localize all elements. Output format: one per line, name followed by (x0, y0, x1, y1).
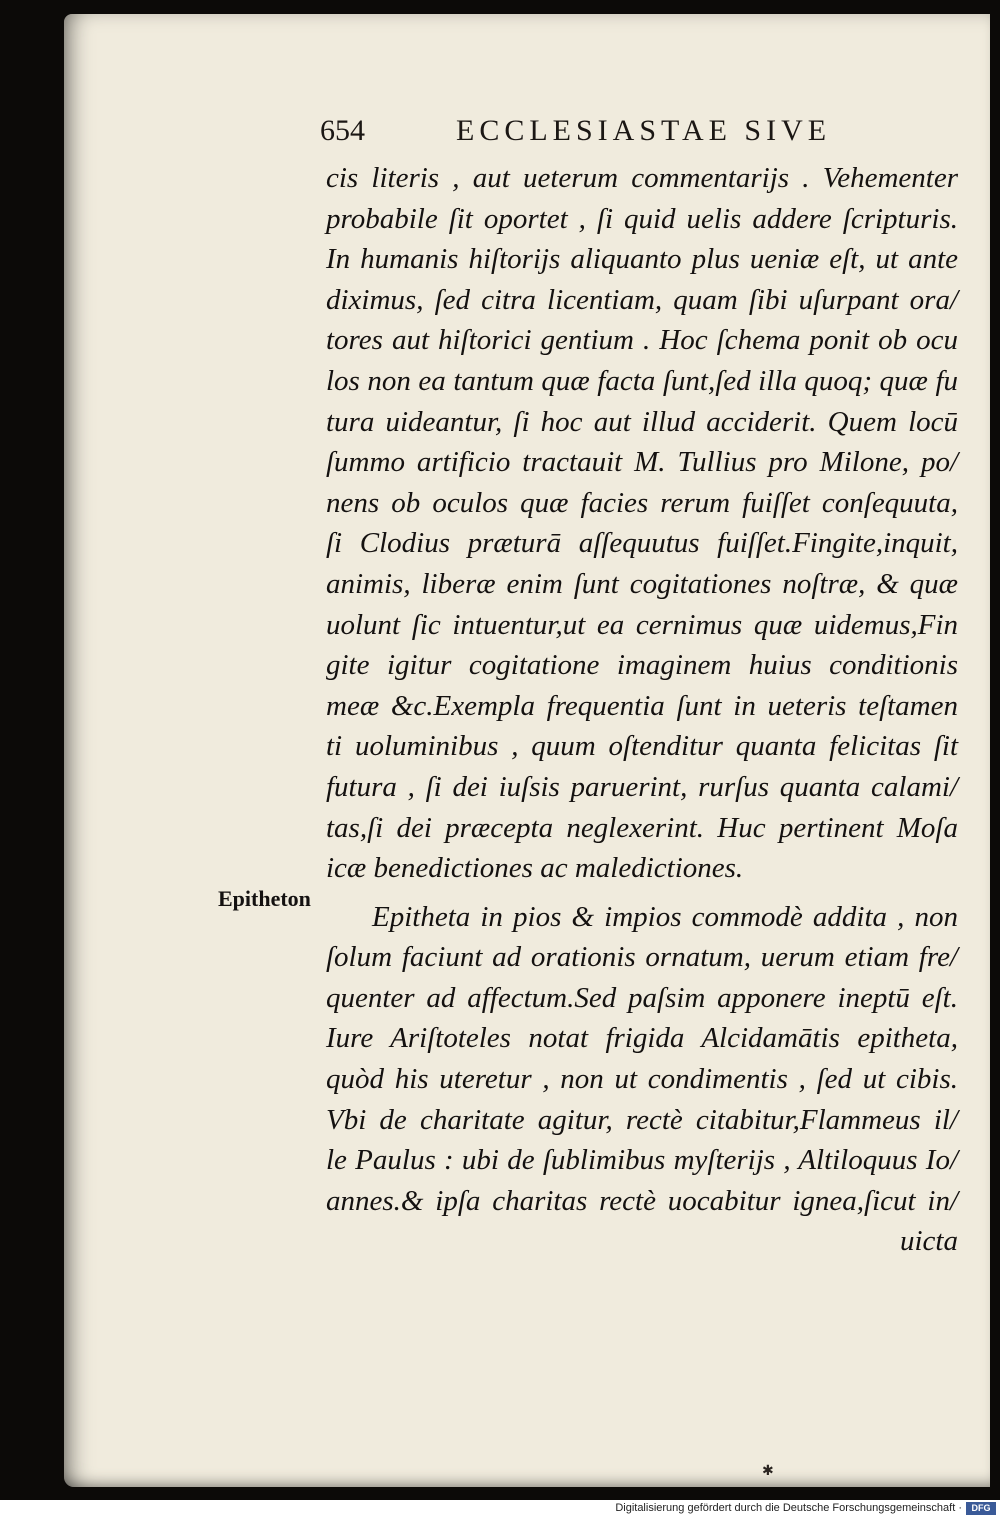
text-line: cis literis , aut ueterum commentarijs . Vehementer (326, 162, 958, 194)
text-line: quòd his uteretur , non ut condimentis , ſed ut cibis. (326, 1063, 958, 1096)
text-line: tores aut hiſtorici gentium . Hoc ſchema ponit ob ocu (326, 324, 958, 357)
margin-note: Epitheton (218, 886, 311, 911)
dfg-logo: DFG (966, 1502, 996, 1515)
running-head: ECCLESIASTAE SIVE (456, 114, 832, 147)
text-line: uolunt ſic intuentur,ut ea cernimus quæ uidemus,Fin (326, 608, 958, 641)
text-line: ti uoluminibus , quum oſtenditur quanta felicitas ſit (326, 730, 958, 763)
text-line: ſi Clodius præturā aſſequutus fuiſſet.Fingite,inquit, (326, 527, 958, 560)
text-line: tura uideantur, ſi hoc aut illud acciderit. Quem locū (326, 405, 958, 438)
catchword: uicta (900, 1225, 958, 1258)
digitization-credit: Digitalisierung gefördert durch die Deutsche Forschungsgemeinschaft · (615, 1502, 962, 1514)
text-line: tas,ſi dei præcepta neglexerint. Huc pertinent Moſa (326, 811, 958, 844)
paragraph-1 (326, 158, 958, 889)
text-line: Epitheta in pios & impios commodè addita , non (372, 900, 958, 933)
text-line: quenter ad affectum.Sed paſsim apponere ineptū eſt. (326, 981, 958, 1014)
text-line: meæ &c.Exempla frequentia ſunt in ueteris teſtamen (326, 689, 958, 722)
text-line: animis, liberæ enim ſunt cogitationes noſtræ, & quæ (326, 567, 958, 600)
text-line: icæ benedictiones ac maledictiones. (326, 852, 744, 885)
text-line: ſolum faciunt ad orationis ornatum, uerum etiam fre/ (326, 941, 958, 974)
text-line: In humanis hiſtorijs aliquanto plus ueniæ eſt, ut ante (326, 243, 958, 276)
text-line: Vbi de charitate agitur, rectè citabitur,Flammeus il/ (326, 1103, 958, 1136)
text-line: los non ea tantum quæ facta ſunt,ſed illa quoq; quæ fu (326, 364, 958, 397)
text-line: le Paulus : ubi de ſublimibus myſterijs , Altiloquus Io/ (326, 1144, 958, 1177)
ink-mark: ✱ (762, 1463, 774, 1479)
page-header (320, 112, 890, 156)
paragraph-2 (326, 897, 958, 1222)
text-line: annes.& ipſa charitas rectè uocabitur ignea,ſicut in/ (326, 1184, 958, 1217)
text-line: ſummo artificio tractauit M. Tullius pro Milone, po/ (326, 446, 958, 479)
page-number: 654 (320, 114, 365, 147)
text-line: futura , ſi dei iuſsis paruerint, rurſus quanta calami/ (326, 770, 958, 803)
text-line: Iure Ariſtoteles notat frigida Alcidamātis epitheta, (326, 1022, 958, 1055)
text-line: probabile ſit oportet , ſi quid uelis addere ſcripturis. (326, 202, 958, 235)
text-line: diximus, ſed citra licentiam, quam ſibi uſurpant ora/ (326, 283, 958, 316)
text-line: gite igitur cogitatione imaginem huius conditionis (326, 649, 958, 682)
body-text (326, 158, 958, 1262)
text-line: nens ob oculos quæ facies rerum fuiſſet conſequuta, (326, 486, 958, 519)
footer (0, 1500, 1000, 1518)
